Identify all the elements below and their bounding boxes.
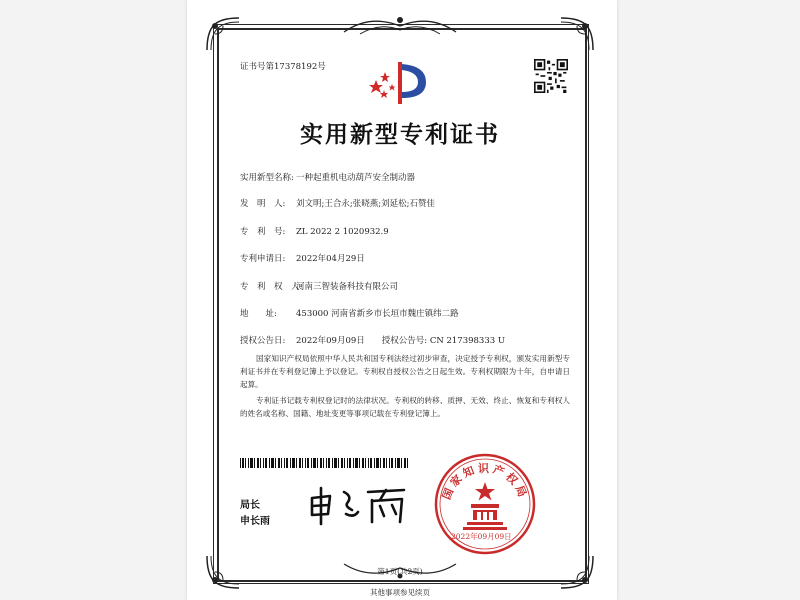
field-label: 专 利 号: bbox=[240, 227, 286, 237]
field-address bbox=[240, 307, 459, 319]
field-patent-number bbox=[240, 225, 389, 237]
field-value: 一种起重机电动葫芦安全制动器 bbox=[296, 173, 416, 183]
field-value: 2022年09月09日 授权公告号: CN 217398333 U bbox=[296, 336, 506, 346]
field-value: 453000 河南省新乡市长垣市魏庄镇纬二路 bbox=[296, 309, 459, 319]
field-label: 实用新型名称: bbox=[240, 173, 294, 183]
field-label: 授权公告日: bbox=[240, 336, 286, 346]
field-patentee bbox=[240, 280, 398, 292]
barcode-icon bbox=[240, 458, 408, 468]
field-label: 发 明 人: bbox=[240, 199, 286, 209]
paragraph-grant-statement: 国家知识产权局依照中华人民共和国专利法经过初步审查，决定授予专利权，颁发实用新型专利证书并在专利登记簿上予以登记。专利权自授权公告之日起生效。专利权期限为十年，自申请日起算。 bbox=[240, 354, 570, 389]
corner-ornament-top-right-icon bbox=[559, 16, 595, 52]
director-signature-icon bbox=[306, 484, 412, 526]
field-label: 地 址: bbox=[240, 309, 277, 319]
field-inventors bbox=[240, 197, 435, 209]
certificate-number: 证书号第17378192号 bbox=[240, 62, 326, 72]
field-value: ZL 2022 2 1020932.9 bbox=[296, 227, 389, 237]
certificate-title: 实用新型专利证书 bbox=[300, 121, 500, 148]
field-label: 专 利 权 人: bbox=[240, 282, 303, 292]
field-utility-model-name bbox=[240, 171, 415, 183]
field-grant-date bbox=[240, 334, 505, 346]
page-number: 第1页(共2页) bbox=[377, 567, 423, 576]
seal-date: 2022年09月09日 bbox=[451, 532, 512, 541]
director-name: 申长雨 bbox=[240, 516, 270, 527]
field-application-date bbox=[240, 252, 365, 264]
director-title: 局长 bbox=[240, 500, 260, 511]
field-value: 刘文明;王合永;张晓燕;刘延松;石赞佳 bbox=[296, 199, 435, 209]
footer-note: 其他事项参见续页 bbox=[370, 588, 430, 597]
paragraph-legal-status: 专利证书记载专利权登记时的法律状况。专利权的转移、质押、无效、终止、恢复和专利权人的姓名或名称、国籍、地址变更等事项记载在专利登记簿上。 bbox=[240, 396, 570, 418]
field-label: 专利申请日: bbox=[240, 254, 286, 264]
top-ornament-icon bbox=[340, 12, 460, 38]
corner-ornament-top-left-icon bbox=[205, 16, 241, 52]
cnipa-logo-icon bbox=[368, 58, 434, 108]
svg-text:国家知识产权局: 国家知识产权局 bbox=[439, 462, 531, 502]
field-value: 河南三智装备科技有限公司 bbox=[296, 282, 399, 292]
qr-code-icon bbox=[534, 59, 568, 93]
field-value: 2022年04月29日 bbox=[296, 254, 365, 264]
